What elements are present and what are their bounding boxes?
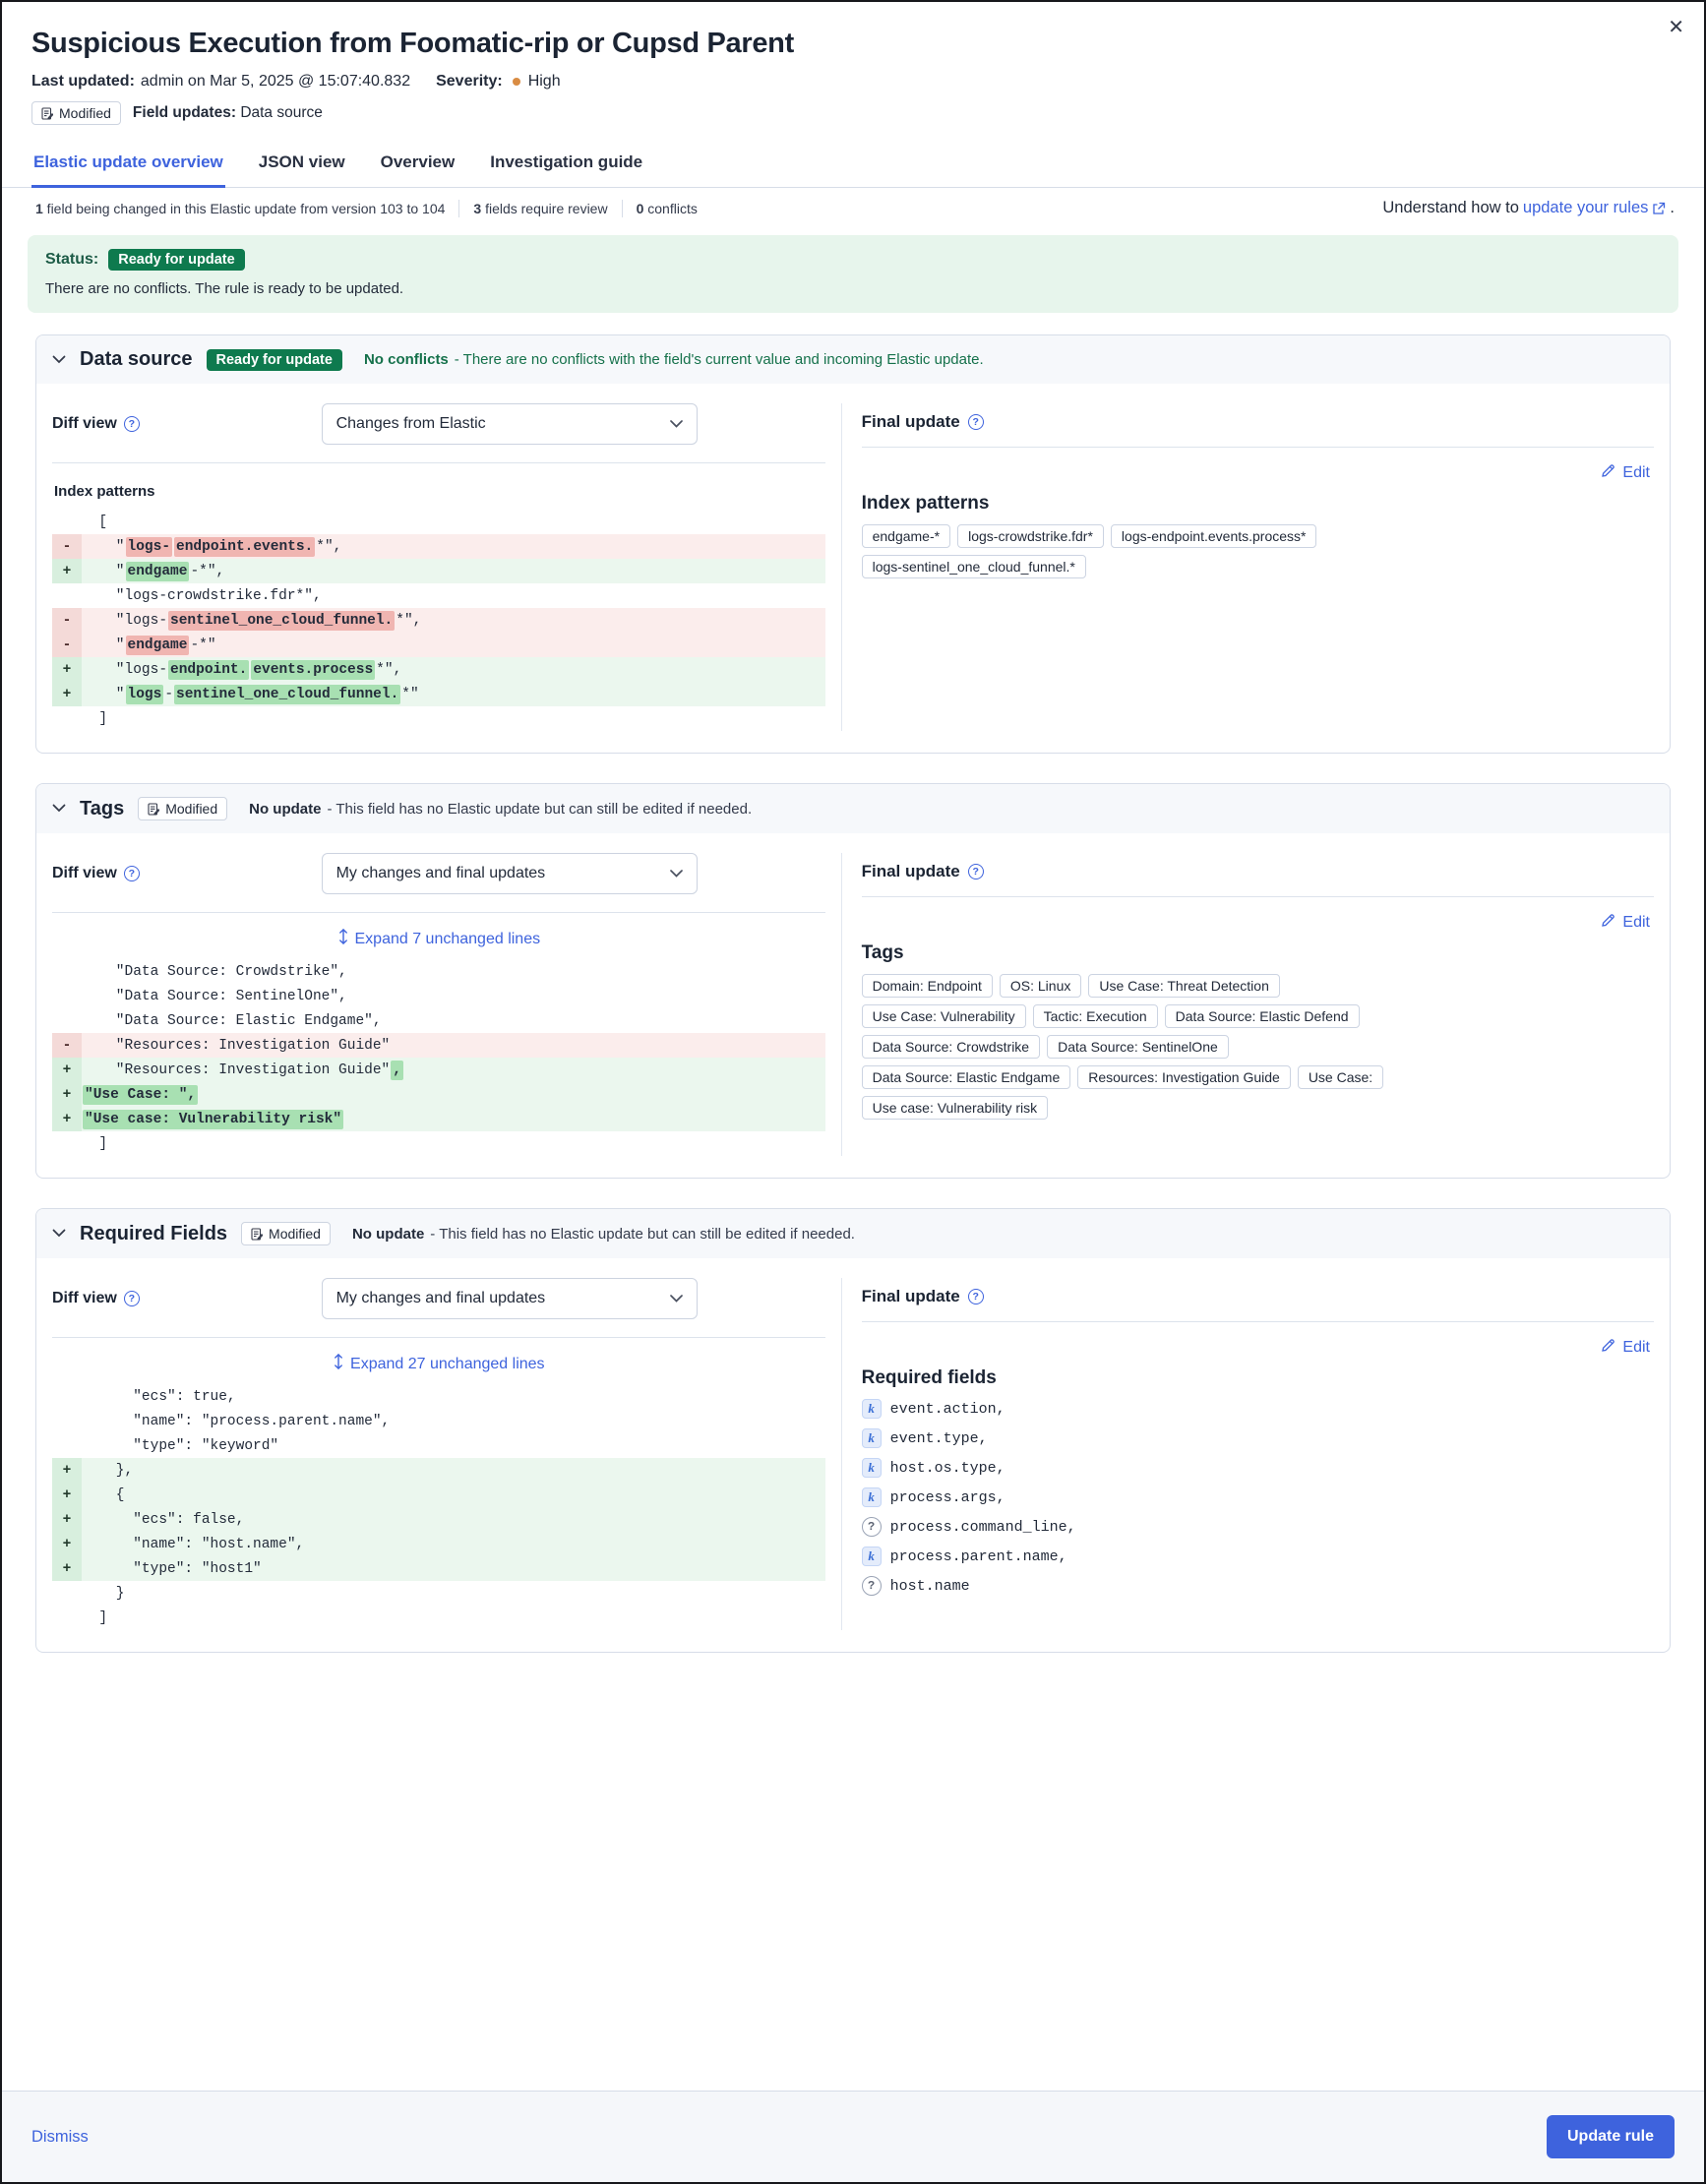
value-badge: Use Case: Threat Detection: [1088, 974, 1280, 998]
diff-word-highlight: "Use case: Vulnerability risk": [85, 1111, 342, 1127]
diff-line-marker: [52, 959, 82, 984]
diff-line-marker: +: [52, 682, 82, 706]
summary-stat: 0 conflicts: [636, 200, 698, 216]
diff-word-highlight: endpoint.events.: [176, 538, 314, 555]
divider: [52, 462, 825, 463]
diff-line-marker: [52, 706, 82, 731]
diff-word-highlight: endgame: [127, 637, 188, 653]
diff-line-marker: [52, 1581, 82, 1606]
diff-line: [52, 510, 825, 534]
diff-line-marker: [52, 1384, 82, 1409]
diff-line: [52, 959, 825, 984]
diff-line: [52, 1058, 825, 1082]
diff-word-highlight: events.process: [253, 661, 374, 678]
required-field-name: process.command_line,: [889, 1518, 1076, 1536]
diff-line: [52, 608, 825, 633]
required-field-name: process.args,: [889, 1488, 1005, 1506]
status-message: There are no conflicts. The rule is ready to be updated.: [45, 280, 404, 297]
expand-arrows-icon: [337, 929, 349, 949]
diff-view-select[interactable]: [322, 403, 698, 445]
diff-line: [52, 984, 825, 1008]
pencil-icon: [1601, 913, 1615, 933]
diff-line-marker: +: [52, 657, 82, 682]
required-field-row: [862, 1547, 1654, 1566]
diff-line-content: "type": "keyword": [82, 1437, 279, 1454]
diff-line-marker: [52, 1008, 82, 1033]
severity-dot-icon: [513, 78, 520, 86]
diff-word-highlight: ,: [393, 1062, 401, 1078]
diff-line-marker: +: [52, 1082, 82, 1107]
summary-stat-number: 0: [636, 200, 644, 216]
diff-line: [52, 633, 825, 657]
diff-line-content: {: [82, 1483, 825, 1507]
unknown-type-icon: ?: [862, 1517, 882, 1537]
section-panel-tags: [35, 783, 1671, 1179]
status-callout: [28, 235, 1678, 313]
diff-line-content: "logs-crowdstrike.fdr*",: [82, 587, 322, 604]
severity-value: High: [527, 73, 561, 90]
last-updated-value: admin on Mar 5, 2025 @ 15:07:40.832: [140, 73, 411, 90]
edit-button-label: Edit: [1622, 1339, 1650, 1356]
modified-badge-label: Modified: [269, 1226, 321, 1242]
diff-line-content: "logs- endpoint. events.process *",: [82, 657, 825, 682]
required-field-name: host.os.type,: [889, 1459, 1005, 1477]
diff-line-content: "type": "host1": [82, 1556, 825, 1581]
help-suffix: .: [1670, 199, 1675, 216]
edit-button[interactable]: [1601, 1338, 1650, 1358]
section-status-text: - There are no conflicts with the field's current value and incoming Elastic update.: [454, 351, 984, 368]
section-header-required-fields: [36, 1209, 1670, 1258]
final-badges: [862, 974, 1413, 1120]
diff-line: [52, 1556, 825, 1581]
diff-view-select[interactable]: [322, 853, 698, 894]
section-ready-badge: Ready for update: [207, 349, 342, 371]
section-header-data-source: [36, 335, 1670, 384]
external-link-icon: [1652, 202, 1666, 215]
chevron-down-icon[interactable]: [52, 1225, 66, 1243]
select-chevron-icon: [670, 1290, 683, 1307]
diff-line: [52, 1082, 825, 1107]
final-update-heading: [862, 1278, 1654, 1306]
value-badge: OS: Linux: [1000, 974, 1081, 998]
field-sections: [2, 334, 1704, 1682]
modified-badge-label: Modified: [59, 105, 111, 121]
diff-line-content: ]: [82, 1135, 108, 1152]
diff-line-content: ]: [82, 1609, 108, 1626]
diff-column: [52, 403, 842, 731]
diff-line-marker: -: [52, 608, 82, 633]
diff-view-selected-value: My changes and final updates: [335, 1290, 546, 1306]
final-update-heading: [862, 853, 1654, 881]
tab-bar: [2, 147, 1704, 188]
pencil-icon: [1601, 1338, 1615, 1358]
select-chevron-icon: [670, 865, 683, 882]
diff-line-marker: [52, 583, 82, 608]
final-update-column: [842, 1278, 1654, 1630]
diff-line-marker: [52, 1409, 82, 1433]
diff-line: [52, 1409, 825, 1433]
diff-line-marker: +: [52, 1556, 82, 1581]
value-badge: Domain: Endpoint: [862, 974, 993, 998]
tab-elastic-update-overview[interactable]: Elastic update overview: [31, 147, 225, 188]
diff-word-highlight: endpoint.: [170, 661, 248, 678]
final-update-label: Final update: [861, 412, 960, 431]
rule-meta: [31, 73, 1675, 91]
final-field-heading: Tags: [861, 942, 904, 963]
value-badge: logs-crowdstrike.fdr*: [957, 524, 1104, 548]
value-badge: Data Source: Elastic Endgame: [862, 1065, 1071, 1089]
diff-line: [52, 706, 825, 731]
final-update-label: Final update: [861, 1287, 960, 1305]
diff-line-marker: +: [52, 559, 82, 583]
diff-view-select[interactable]: [322, 1278, 698, 1319]
diff-line: [52, 559, 825, 583]
diff-word-highlight: logs: [127, 686, 162, 702]
pencil-icon: [1601, 463, 1615, 483]
final-field-heading: Index patterns: [861, 493, 990, 514]
question-icon[interactable]: ?: [124, 416, 140, 432]
value-badge: Resources: Investigation Guide: [1077, 1065, 1291, 1089]
section-modified-badge: [241, 1222, 331, 1245]
edit-row: [862, 913, 1650, 933]
edit-row: [862, 463, 1650, 483]
final-update-label: Final update: [861, 862, 960, 880]
divider: [862, 447, 1654, 448]
summary-stat-number: 3: [473, 200, 482, 216]
diff-line-content: "Data Source: SentinelOne",: [82, 988, 347, 1004]
question-icon[interactable]: ?: [968, 1289, 984, 1304]
value-badge: Data Source: Crowdstrike: [862, 1035, 1041, 1059]
section-title: Required Fields: [80, 1222, 228, 1244]
update-your-rules-link[interactable]: update your rules: [1523, 199, 1667, 217]
question-icon[interactable]: ?: [124, 866, 140, 881]
section-panel-data-source: [35, 334, 1671, 754]
diff-line-marker: +: [52, 1107, 82, 1131]
keyword-type-icon: k: [862, 1547, 882, 1566]
diff-line: [52, 1606, 825, 1630]
final-update-column: [842, 403, 1654, 731]
tab-overview[interactable]: Overview: [380, 152, 456, 171]
divider: [862, 896, 1654, 897]
section-status-bold: No conflicts: [363, 351, 449, 368]
diff-view-selected-value: My changes and final updates: [335, 865, 546, 881]
required-field-name: event.type,: [889, 1429, 988, 1447]
section-status: [364, 351, 984, 368]
required-field-row: [862, 1428, 1654, 1448]
value-badge: Use Case: Vulnerability: [862, 1004, 1026, 1028]
diff-line-marker: +: [52, 1483, 82, 1507]
section-body: [36, 833, 1670, 1178]
diff-line-marker: [52, 984, 82, 1008]
section-status-bold: No update: [351, 1225, 425, 1243]
diff-line: [52, 1532, 825, 1556]
diff-line-marker: [52, 1433, 82, 1458]
required-field-name: host.name: [889, 1577, 970, 1595]
diff-field-label: Index patterns: [54, 483, 155, 500]
diff-word-highlight: sentinel_one_cloud_funnel.: [170, 612, 394, 629]
diff-word-highlight: logs-: [127, 538, 171, 555]
chevron-down-icon[interactable]: [52, 351, 66, 369]
tab-investigation-guide[interactable]: Investigation guide: [490, 152, 643, 171]
help-prefix: Understand how to: [1382, 199, 1519, 216]
summary-separator: [622, 200, 623, 217]
diff-line: [52, 657, 825, 682]
select-chevron-icon: [670, 415, 683, 433]
diff-line: [52, 583, 825, 608]
section-status: [249, 801, 752, 818]
modified-badge: [31, 101, 121, 125]
section-panel-required-fields: [35, 1208, 1671, 1653]
diff-view-row: [52, 403, 825, 445]
chevron-down-icon[interactable]: [52, 800, 66, 818]
diff-word-highlight: sentinel_one_cloud_funnel.: [176, 686, 399, 702]
required-fields-list: [862, 1399, 1654, 1596]
diff-line: [52, 1008, 825, 1033]
help-text: [1382, 199, 1675, 217]
diff-line: [52, 682, 825, 706]
diff-view-label: [52, 1290, 140, 1307]
value-badge: Data Source: Elastic Defend: [1165, 1004, 1360, 1028]
expand-arrows-icon: [333, 1354, 344, 1374]
final-update-heading: [862, 403, 1654, 432]
diff-line-content: " endgame -*",: [82, 559, 825, 583]
divider: [862, 1321, 1654, 1322]
diff-line-content: },: [82, 1458, 825, 1483]
diff-line-content: "name": "process.parent.name",: [82, 1413, 391, 1429]
diff-line-content: }: [82, 1585, 125, 1602]
diff-view-label: [52, 415, 140, 433]
diff-line-content: "Data Source: Elastic Endgame",: [82, 1012, 382, 1029]
expand-row: [52, 929, 825, 949]
rule-title: Suspicious Execution from Foomatic-rip or Cupsd Parent: [31, 28, 794, 59]
section-title: Data source: [80, 348, 193, 370]
diff-line-content: "logs- sentinel_one_cloud_funnel. *",: [82, 608, 825, 633]
diff-line-content: "ecs": true,: [82, 1388, 236, 1405]
diff-line: [52, 1131, 825, 1156]
required-field-row: [862, 1517, 1654, 1537]
diff-block: [52, 1384, 825, 1630]
summary-stat: 3 fields require review: [473, 200, 608, 216]
expand-unchanged-link[interactable]: [337, 929, 541, 949]
section-status-bold: No update: [249, 800, 322, 818]
diff-line-marker: -: [52, 1033, 82, 1058]
section-body: [36, 1258, 1670, 1652]
value-badge: Use case: Vulnerability risk: [862, 1096, 1049, 1120]
diff-line: [52, 1433, 825, 1458]
diff-line-content: "Resources: Investigation Guide": [82, 1033, 825, 1058]
required-field-name: event.action,: [889, 1400, 1005, 1418]
diff-line: [52, 1384, 825, 1409]
edit-button[interactable]: [1601, 463, 1650, 483]
value-badge: logs-endpoint.events.process*: [1111, 524, 1317, 548]
question-icon[interactable]: ?: [968, 414, 984, 430]
status-label: Status:: [45, 251, 99, 268]
required-field-row: [862, 1458, 1654, 1478]
final-update-column: [842, 853, 1654, 1156]
flyout-header: [2, 2, 1704, 125]
diff-line-content: [82, 1082, 825, 1107]
required-field-row: [862, 1399, 1654, 1419]
close-icon[interactable]: ✕: [1668, 17, 1684, 38]
diff-block: [52, 959, 825, 1156]
diff-word-highlight: "Use Case: ",: [85, 1086, 197, 1103]
flyout-footer: [2, 2091, 1704, 2182]
diff-view-label-text: Diff view: [52, 1290, 117, 1306]
diff-line-marker: [52, 1131, 82, 1156]
diff-line-marker: -: [52, 633, 82, 657]
document-edit-icon: [41, 107, 53, 120]
final-badges: [862, 524, 1413, 578]
diff-block: [52, 510, 825, 731]
diff-view-row: [52, 853, 825, 894]
diff-line-content: "ecs": false,: [82, 1507, 825, 1532]
expand-row: [52, 1354, 825, 1374]
question-icon[interactable]: ?: [124, 1291, 140, 1306]
required-field-row: [862, 1576, 1654, 1596]
diff-line-marker: +: [52, 1458, 82, 1483]
tab-json-view[interactable]: JSON view: [258, 152, 345, 171]
diff-line: [52, 1581, 825, 1606]
diff-line-content: [: [82, 514, 108, 530]
diff-line-marker: +: [52, 1532, 82, 1556]
diff-line: [52, 534, 825, 559]
edit-button[interactable]: [1601, 913, 1650, 933]
diff-line-content: " logs- endpoint.events. *",: [82, 534, 825, 559]
expand-unchanged-link[interactable]: [333, 1354, 545, 1374]
section-status-text: - This field has no Elastic update but can still be edited if needed.: [430, 1225, 855, 1243]
value-badge: Tactic: Execution: [1033, 1004, 1158, 1028]
summary-bar: [2, 188, 1704, 227]
edit-row: [862, 1338, 1650, 1358]
diff-line-content: "name": "host.name",: [82, 1532, 825, 1556]
diff-view-label-text: Diff view: [52, 865, 117, 881]
section-modified-badge: [138, 797, 227, 820]
diff-line: [52, 1107, 825, 1131]
edit-button-label: Edit: [1622, 914, 1650, 931]
keyword-type-icon: k: [862, 1399, 882, 1419]
summary-stat: 1 field being changed in this Elastic update from version 103 to 104: [35, 200, 446, 216]
diff-view-selected-value: Changes from Elastic: [335, 415, 486, 432]
diff-line-content: " endgame -*": [82, 633, 825, 657]
section-status-text: - This field has no Elastic update but can still be edited if needed.: [327, 800, 753, 818]
diff-line: [52, 1507, 825, 1532]
value-badge: Use Case:: [1298, 1065, 1383, 1089]
required-field-row: [862, 1487, 1654, 1507]
value-badge: endgame-*: [862, 524, 951, 548]
summary-separator: [458, 200, 459, 217]
diff-view-row: [52, 1278, 825, 1319]
modified-badge-label: Modified: [165, 801, 218, 817]
diff-line-content: " logs - sentinel_one_cloud_funnel. *": [82, 682, 825, 706]
diff-line-content: "Resources: Investigation Guide" ,: [82, 1058, 825, 1082]
status-ready-badge: Ready for update: [108, 249, 244, 271]
section-header-tags: [36, 784, 1670, 833]
last-updated-label: Last updated:: [31, 73, 135, 90]
edit-button-label: Edit: [1622, 464, 1650, 481]
section-title: Tags: [80, 797, 125, 819]
value-badge: logs-sentinel_one_cloud_funnel.*: [862, 555, 1086, 578]
diff-line-marker: +: [52, 1507, 82, 1532]
diff-line: [52, 1483, 825, 1507]
diff-line-marker: -: [52, 534, 82, 559]
expand-link-label: Expand 27 unchanged lines: [350, 1355, 545, 1372]
update-rule-button[interactable]: Update rule: [1547, 2115, 1675, 2158]
diff-column: [52, 1278, 842, 1630]
required-field-name: process.parent.name,: [889, 1547, 1067, 1565]
unknown-type-icon: ?: [862, 1576, 882, 1596]
diff-line-marker: [52, 510, 82, 534]
diff-line-content: [82, 1107, 825, 1131]
summary-stat-number: 1: [35, 200, 43, 216]
severity-label: Severity:: [436, 73, 503, 90]
divider: [52, 912, 825, 913]
divider: [52, 1337, 825, 1338]
section-status: [352, 1226, 855, 1243]
question-icon[interactable]: ?: [968, 864, 984, 880]
final-field-heading: Required fields: [861, 1367, 997, 1388]
dismiss-button[interactable]: Dismiss: [31, 2127, 89, 2146]
diff-line-marker: [52, 1606, 82, 1630]
document-edit-icon: [148, 803, 159, 816]
diff-word-highlight: endgame: [127, 563, 188, 579]
field-updates-value: Data source: [240, 104, 323, 121]
keyword-type-icon: k: [862, 1487, 882, 1507]
keyword-type-icon: k: [862, 1428, 882, 1448]
diff-line-marker: +: [52, 1058, 82, 1082]
diff-column: [52, 853, 842, 1156]
field-updates-label: Field updates:: [132, 104, 236, 121]
diff-line-content: "Data Source: Crowdstrike",: [82, 963, 347, 980]
diff-view-label-text: Diff view: [52, 415, 117, 432]
value-badge: Data Source: SentinelOne: [1047, 1035, 1229, 1059]
section-body: [36, 384, 1670, 753]
diff-line: [52, 1458, 825, 1483]
diff-line: [52, 1033, 825, 1058]
diff-view-label: [52, 865, 140, 882]
diff-line-content: ]: [82, 710, 108, 727]
document-edit-icon: [251, 1228, 263, 1241]
keyword-type-icon: k: [862, 1458, 882, 1478]
expand-link-label: Expand 7 unchanged lines: [354, 930, 541, 947]
